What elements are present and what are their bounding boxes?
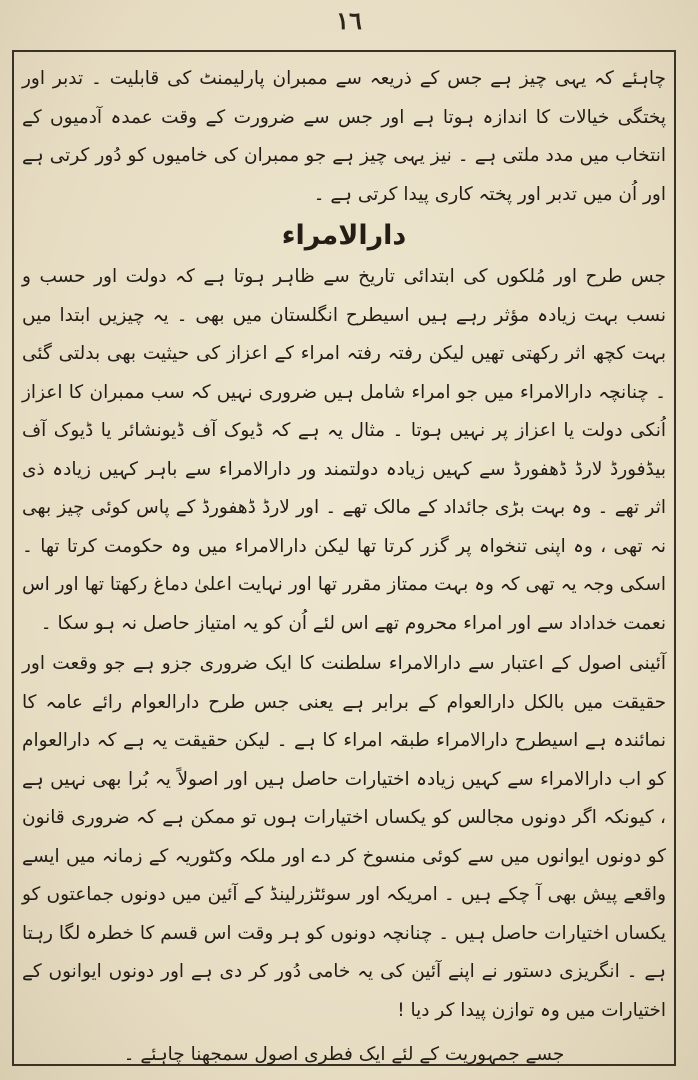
body-text xyxy=(22,60,666,1075)
paragraph-2: آئینی اصول کے اعتبار سے دارالامراء سلطنت کا ایک ضروری جزو ہے جو وقعت اور حقیقت میں بالکل دارالعوام کے برابر ہے یعنی جس طرح دارالعوام رائے عامہ کا نمائندہ ہے اسیطرح دارالامراء طبقہ امراء کا ہے ۔ لیکن حقیقت یہ ہے کہ دارالعوام کو اب دارالامراء سے کہیں زیادہ اختیارات حاصل ہیں اور اصولاً یہ بُرا بھی نہیں ہے ، کیونکہ اگر دونوں مجالس کو یکساں اختیارات ہوں تو ممکن ہے کہ ضروری قانون کو دونوں ایوانوں میں سے کوئی منسوخ کر دے اور ملکہ وکٹوریہ کے زمانہ میں ایسے واقعے پیش بھی آ چکے ہیں ۔ امریکہ اور سوئٹزرلینڈ کے آئین میں دونوں جماعتوں کو یکساں اختیارات حاصل ہیں ۔ چنانچہ دونوں کو ہر وقت اس قسم کا خطرہ لگا رہتا ہے ۔ انگریزی دستور نے اپنے آئین کی یہ خامی دُور کر دی ہے اور دونوں ایوانوں کے اختیارات میں وہ توازن پیدا کر دیا ! xyxy=(22,653,666,1021)
intro-paragraph: چاہئے کہ یہی چیز ہے جس کے ذریعہ سے ممبران پارلیمنٹ کی قابلیت ۔ تدبر اور پختگی خیالات کا اندازہ ہوتا ہے اور جس سے ضرورت کے وقت عمدہ آدمیوں کے انتخاب میں مدد ملتی ہے ۔ نیز یہی چیز ہے جو ممبران کی خامیوں کو دُور کرتی ہے اور اُن میں تدبر اور پختہ کاری پیدا کرتی ہے ۔ xyxy=(22,68,666,205)
page-number: ١٦ xyxy=(336,6,362,35)
paragraph-1: جس طرح اور مُلکوں کی ابتدائی تاریخ سے ظاہر ہوتا ہے کہ دولت اور حسب و نسب بہت زیادہ مؤثر رہے ہیں اسیطرح انگلستان میں بھی ۔ یہ چیزیں ابتدا میں بہت کچھ اثر رکھتی تھیں لیکن رفتہ رفتہ امراء کے اعزاز کی حیثیت بھی بدلتی گئی ۔ چنانچہ دارالامراء میں جو امراء شامل ہیں ضروری نہیں کہ سب ممبران کا اعزاز اُنکی دولت یا اعزاز پر نہیں ہوتا ۔ مثال یہ ہے کہ ڈیوک آف ڈیونشائر یا ڈیوک آف بیڈفورڈ لارڈ ڈھفورڈ سے کہیں زیادہ دولتمند ور دارالامراء سے باہر کہیں زیادہ ذی اثر تھے ۔ وہ بہت بڑی جائداد کے مالک تھے ۔ اور لارڈ ڈھفورڈ کے پاس کوئی چیز بھی نہ تھی ، وہ اپنی تنخواہ پر گزر کرتا تھا لیکن دارالامراء میں وہ حکومت کرتا تھا ۔ اسکی وجہ یہ تھی کہ وہ بہت ممتاز مقرر تھا اور نہایت اعلیٰ دماغ رکھتا تھا اور اس نعمت خداداد سے اور امراء محروم تھے اس لئے اُن کو یہ امتیاز حاصل نہ ہو سکا ۔ xyxy=(22,266,666,634)
closing-line: جسے جمہوریت کے لئے ایک فطری اصول سمجھنا چاہئے ۔ xyxy=(123,1044,565,1065)
section-heading: دارالامراء xyxy=(281,220,407,251)
